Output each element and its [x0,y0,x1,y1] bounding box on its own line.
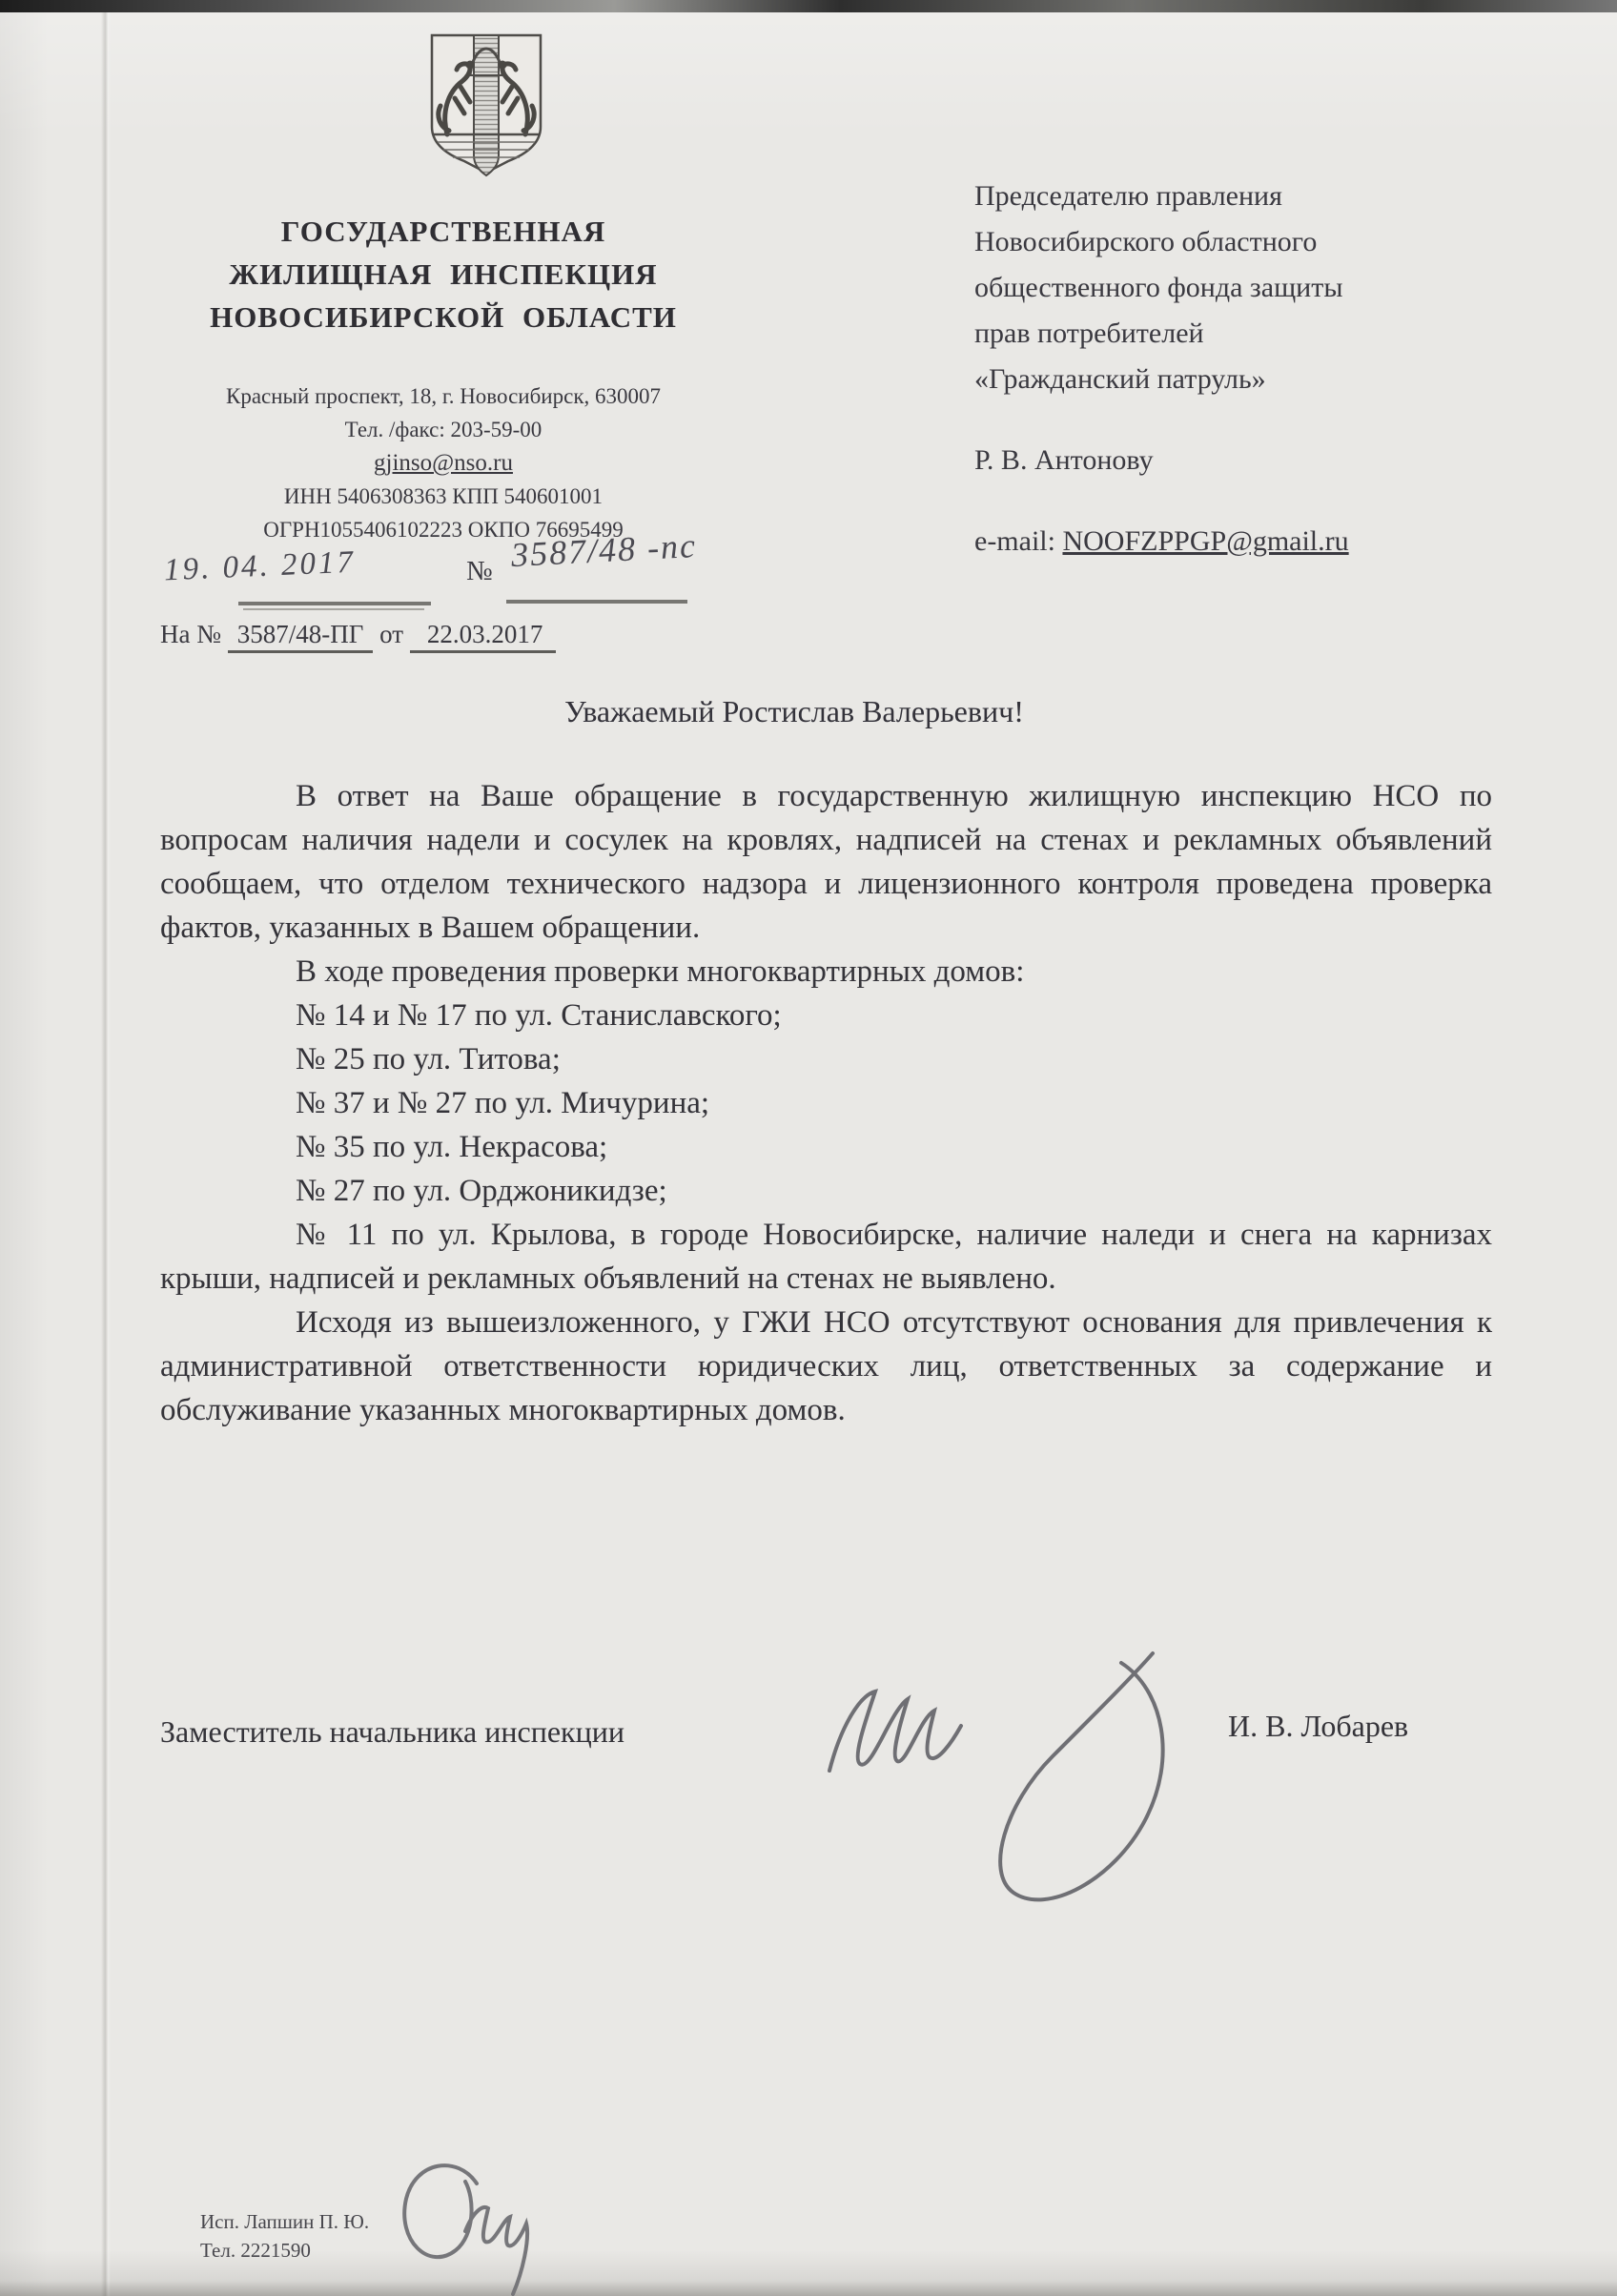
incoming-reference-line [160,620,556,649]
inspected-house-item: № 37 и № 27 по ул. Мичурина; [296,1086,710,1120]
org-email: gjinso@nso.ru [374,450,513,476]
addressee-block [974,174,1508,402]
body-paragraph-2: В ходе проведения проверки многоквартирных домов: [296,954,1025,989]
inspected-house-item: № 27 по ул. Орджоникидзе; [296,1174,667,1208]
email-label: e-mail: [974,525,1063,557]
addressee-line: прав потребителей [974,318,1204,349]
body-paragraph-1: В ответ на Ваше обращение в государственную жилищную инспекцию НСО по вопросам наличия надели и сосулек на кровлях, надписей на стенах и рекламных объявлений сообщаем, что отделом технического надзора и лицензионного контроля проведена проверка фактов, указанных в Вашем обращении. [160,779,1492,945]
reference-ot: от [379,620,404,648]
body-paragraph-3: № 11 по ул. Крылова, в городе Новосибирске, наличие наледи и снега на карнизах крыши, надписей и рекламных объявлений на стенах не выявлено. [160,1218,1492,1296]
organization-contacts [133,379,753,546]
organization-name [133,210,753,338]
inspected-house-item: № 25 по ул. Титова; [296,1042,561,1076]
number-sign-label: № [466,556,493,586]
paper-crease [101,12,111,2296]
addressee-line: Новосибирского областного [974,226,1318,257]
executor-name: Исп. Лапшин П. Ю. [200,2210,370,2233]
inspected-house-item: № 35 по ул. Некрасова; [296,1130,608,1164]
addressee-name: Р. В. Антонову [974,444,1154,476]
scan-edge-artifact-top [0,0,1617,12]
signer-position-title: Заместитель начальника инспекции [160,1714,624,1749]
inspected-house-item: № 14 и № 17 по ул. Станиславского; [296,998,782,1033]
reference-prefix: На № [160,620,221,648]
number-field-underline [506,600,687,604]
body-paragraph-4: Исходя из вышеизложенного, у ГЖИ НСО отсутствуют основания для привлечения к административной ответственности юридических лиц, ответственных за содержание и обслуживание указанных многоквартирных домов. [160,1305,1492,1427]
incoming-number: 3587/48-ПГ [228,620,374,653]
salutation: Уважаемый Ростислав Валерьевич! [564,694,1024,728]
addressee-email: NOOFZPPGP@gmail.ru [1062,525,1349,557]
date-field-underline [238,602,431,605]
org-phone: Тел. /факс: 203-59-00 [344,418,542,441]
letter-body [160,774,1492,1432]
handwritten-outgoing-number: 3587/48 -пс [510,525,698,575]
org-name-line: ГОСУДАРСТВЕННАЯ [280,215,606,248]
org-name-line: ЖИЛИЩНАЯ ИНСПЕКЦИЯ [229,257,658,291]
org-address: Красный проспект, 18, г. Новосибирск, 630007 [225,384,661,408]
signer-name: И. В. Лобарев [1228,1709,1409,1743]
handwritten-initials [370,2153,556,2296]
executor-phone: Тел. 2221590 [200,2239,311,2262]
org-ogrn-okpo: ОГРН1055406102223 ОКПО 76695499 [263,518,624,542]
scan-edge-artifact-bottom [0,2281,1617,2296]
coat-of-arms-icon [426,31,546,180]
addressee-line: Председателю правления [974,180,1282,212]
handwritten-signature [808,1642,1209,1923]
addressee-email-line [974,525,1349,558]
date-field-underline-2 [243,608,424,610]
org-email-line [133,446,753,480]
executor-block [200,2207,369,2265]
org-inn-kpp: ИНН 5406308363 КПП 540601001 [283,484,604,508]
addressee-line: «Гражданский патруль» [974,363,1266,395]
org-name-line: НОВОСИБИРСКОЙ ОБЛАСТИ [210,300,677,334]
incoming-date: 22.03.2017 [410,620,557,653]
handwritten-outgoing-date: 19. 04. 2017 [163,544,357,588]
addressee-line: общественного фонда защиты [974,272,1343,303]
